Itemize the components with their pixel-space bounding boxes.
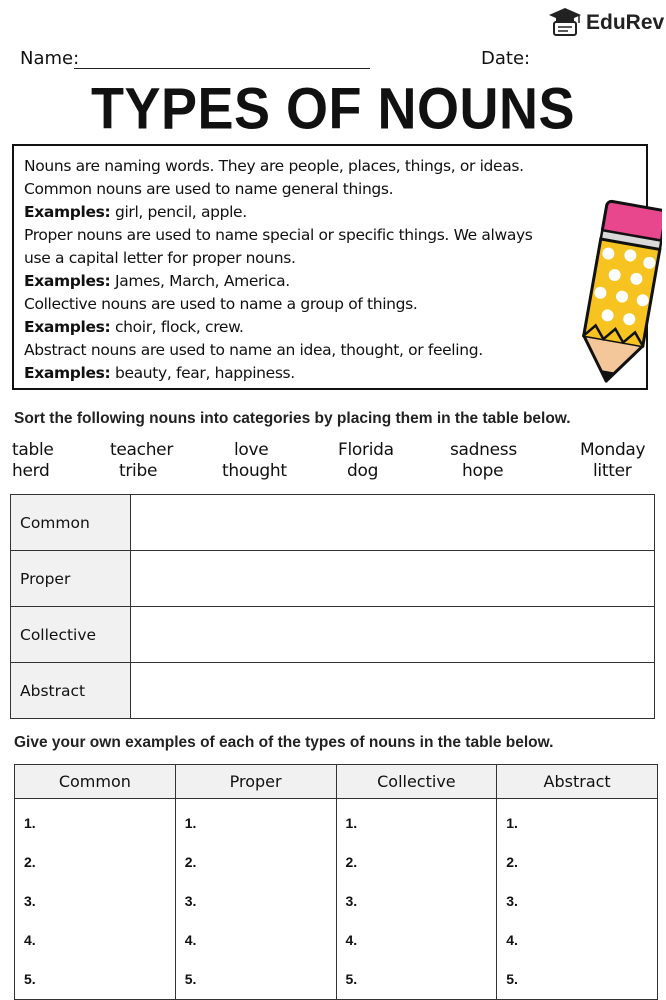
examples-line (24, 270, 636, 293)
examples-column-collective[interactable] (336, 799, 497, 1000)
examples-text: beauty, fear, happiness. (110, 364, 295, 382)
examples-instruction: Give your own examples of each of the types of nouns in the table below. (14, 734, 554, 751)
page-title: TYPES OF NOUNS (90, 76, 576, 142)
table-row (11, 551, 655, 607)
examples-column-abstract[interactable] (497, 799, 658, 1000)
examples-label: Examples: (24, 272, 111, 290)
noun-word: Florida (338, 440, 394, 460)
examples-text: girl, pencil, apple. (110, 203, 247, 221)
table-row (15, 799, 658, 1000)
examples-text: James, March, America. (110, 272, 290, 290)
list-number: 1. (24, 815, 36, 831)
info-line: Proper nouns are used to name special or specific things. We always (24, 226, 533, 244)
list-number: 1. (345, 815, 358, 831)
column-header-proper: Proper (175, 765, 336, 799)
list-number: 5. (345, 971, 358, 987)
row-label-common: Common (11, 495, 131, 551)
list-number: 2. (506, 854, 518, 870)
list-number: 3. (506, 893, 518, 909)
table-row (11, 663, 655, 719)
examples-text: choir, flock, crew. (110, 318, 244, 336)
list-number: 2. (345, 854, 358, 870)
list-number: 3. (24, 893, 36, 909)
name-line (74, 68, 370, 69)
list-number: 4. (506, 932, 518, 948)
noun-word: table (12, 440, 54, 460)
info-line: use a capital letter for proper nouns. (24, 249, 296, 267)
examples-line (24, 316, 636, 339)
noun-word: litter (593, 461, 632, 481)
list-number: 4. (24, 932, 36, 948)
list-number: 3. (184, 893, 197, 909)
sort-table (10, 494, 655, 719)
list-number: 5. (24, 971, 36, 987)
column-header-abstract: Abstract (497, 765, 658, 799)
noun-word: dog (347, 461, 379, 481)
name-label: Name: (20, 48, 80, 69)
list-number: 4. (345, 932, 358, 948)
info-line: Abstract nouns are used to name an idea, thought, or feeling. (24, 341, 483, 359)
noun-word: love (234, 440, 269, 460)
graduation-cap-icon (548, 6, 582, 40)
answer-cell-collective[interactable] (131, 607, 655, 663)
sort-instruction: Sort the following nouns into categories by placing them in the table below. (14, 410, 571, 427)
list-number: 4. (184, 932, 197, 948)
answer-cell-proper[interactable] (131, 551, 655, 607)
brand-name: EduRev (586, 11, 665, 34)
column-header-common: Common (15, 765, 176, 799)
examples-line (24, 201, 636, 224)
list-number: 1. (184, 815, 197, 831)
list-number: 5. (506, 971, 518, 987)
noun-word: herd (12, 461, 50, 481)
list-number: 2. (24, 854, 36, 870)
noun-word: sadness (450, 440, 517, 460)
list-number: 2. (184, 854, 197, 870)
info-line: Nouns are naming words. They are people, places, things, or ideas. (24, 157, 524, 175)
noun-word: thought (222, 461, 287, 481)
table-row (11, 607, 655, 663)
noun-word: hope (462, 461, 504, 481)
examples-column-common[interactable] (15, 799, 176, 1000)
examples-label: Examples: (24, 318, 111, 336)
date-label: Date: (481, 48, 531, 69)
row-label-proper: Proper (11, 551, 131, 607)
noun-word: teacher (110, 440, 174, 460)
noun-word: Monday (580, 440, 646, 460)
list-number: 5. (184, 971, 197, 987)
pencil-icon (576, 196, 662, 390)
list-number: 1. (506, 815, 518, 831)
examples-column-proper[interactable] (175, 799, 336, 1000)
answer-cell-abstract[interactable] (131, 663, 655, 719)
noun-word: tribe (119, 461, 158, 481)
info-line: Collective nouns are used to name a group of things. (24, 295, 418, 313)
info-line: Common nouns are used to name general things. (24, 180, 394, 198)
row-label-abstract: Abstract (11, 663, 131, 719)
examples-table (14, 764, 658, 1000)
examples-line (24, 362, 636, 385)
list-number: 3. (345, 893, 358, 909)
info-box (12, 144, 648, 390)
table-header-row (15, 765, 658, 799)
examples-label: Examples: (24, 364, 111, 382)
column-header-collective: Collective (336, 765, 497, 799)
examples-label: Examples: (24, 203, 111, 221)
edurev-logo (548, 6, 664, 40)
row-label-collective: Collective (11, 607, 131, 663)
table-row (11, 495, 655, 551)
answer-cell-common[interactable] (131, 495, 655, 551)
